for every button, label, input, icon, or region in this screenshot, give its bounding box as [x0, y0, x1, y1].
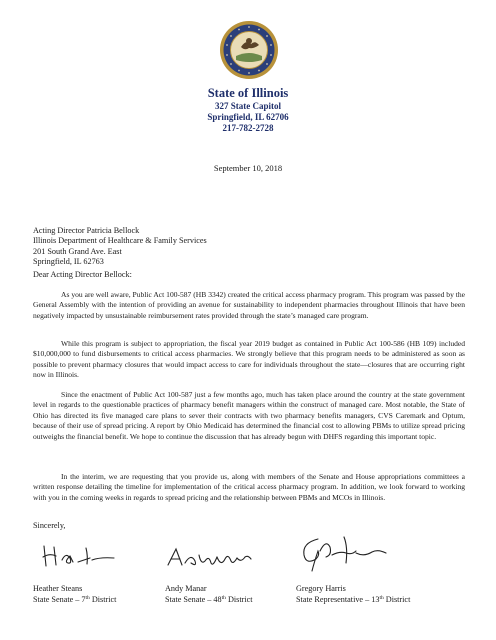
signer-harris: [296, 584, 410, 605]
body-paragraph: In the interim, we are requesting that you provide us, along with members of the Senate and House appropriations committees a written response detailing the timeline for implementation of the critical access pharmacy program. In addition, we look forward to working with you in the coming weeks in regards to spread pricing and the relationship between PBMs and MCOs in Illinois.: [33, 472, 465, 502]
body-paragraph: Since the enactment of Public Act 100-587 just a few months ago, much has taken place around the country at the state government level in regards to the questionable practices of pharmacy benefit managers within the construct of managed care. Most notable, the State of Ohio has directed its five managed care plans to sever their contracts with two pharmacy benefits managers, CVS Caremark and Optum, because of their use of spread pricing. A report by Ohio Medicaid has determined the financial cost to allowing PBMs to utilize spread pricing outweighs the financial benefit. We hope to continue the discussion that has already begun with DHFS regarding this important topic.: [33, 390, 465, 441]
body-paragraph: As you are well aware, Public Act 100-587 (HB 3342) created the critical access pharmacy program. This program was passed by the General Assembly with the intention of providing an avenue for sustainability to independent pharmacies throughout Illinois that have been negatively impacted by unsustainable reimbursement rates provided through the state’s managed care program.: [33, 290, 465, 320]
letterhead-title: State of Illinois: [207, 86, 289, 100]
recipient-department: Illinois Department of Healthcare & Family Services: [33, 236, 207, 246]
signature-harris: [296, 533, 388, 573]
letterhead-city: Springfield, IL 62706: [207, 112, 289, 122]
body-paragraph: While this program is subject to appropriation, the fiscal year 2019 budget as contained in Public Act 100-586 (HB 109) included $10,000,000 to fund disbursements to critical access pharmacies. We strongly believe that this program needs to be administered as soon as possible to prevent pharmacy closures that would impact access to care for individuals throughout the state—closures that are occurring right now in Illinois.: [33, 339, 465, 380]
signer-steans: [33, 584, 116, 605]
recipient-street: 201 South Grand Ave. East: [33, 246, 122, 256]
signer-name: Gregory Harris: [296, 584, 346, 593]
salutation: Dear Acting Director Bellock:: [33, 270, 132, 279]
signer-name: Andy Manar: [165, 584, 207, 593]
recipient-city: Springfield, IL 62763: [33, 256, 104, 266]
signature-steans: [40, 538, 120, 572]
recipient-name: Acting Director Patricia Bellock: [33, 226, 140, 235]
closing: Sincerely,: [33, 521, 66, 530]
letterhead-phone: 217-782-2728: [222, 123, 274, 133]
signer-title: State Senate – 48th District: [165, 594, 253, 604]
signature-manar: [165, 543, 253, 571]
recipient-address: [33, 226, 207, 267]
signer-manar: [165, 584, 253, 605]
letter-date: September 10, 2018: [213, 163, 283, 173]
signer-title: State Senate – 7th District: [33, 594, 117, 604]
signer-title: State Representative – 13th District: [296, 594, 411, 604]
signer-name: Heather Steans: [33, 584, 83, 593]
letterhead-address: 327 State Capitol: [215, 101, 281, 111]
state-seal-icon: [219, 20, 279, 80]
